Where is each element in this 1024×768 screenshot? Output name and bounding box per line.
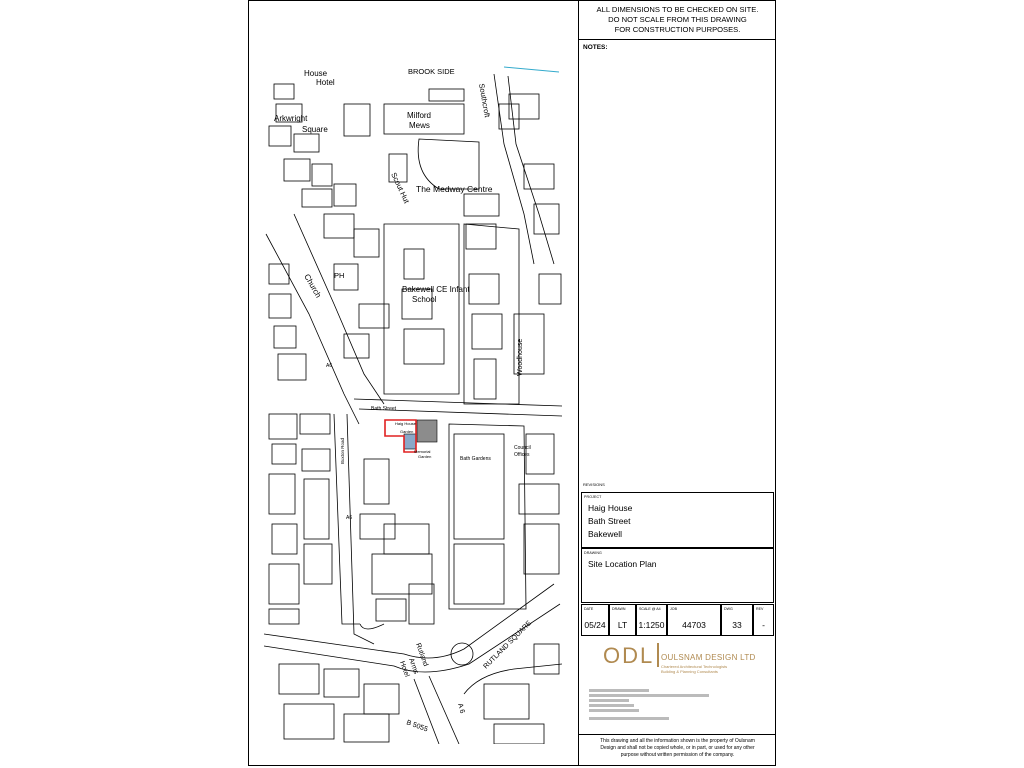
site-map (264, 64, 562, 744)
label-bath-street: Bath Street (371, 406, 397, 412)
drawing-title: Site Location Plan (588, 559, 657, 569)
map-drawing (264, 64, 562, 744)
dwg-cell (721, 604, 753, 636)
label-woodhouse: Woodhouse (517, 338, 524, 376)
date-caption: DATE (584, 607, 594, 611)
dimensions-warning (579, 0, 776, 40)
label-bath-gardens: Bath Gardens (460, 456, 491, 462)
label-scout-hut: Scout Hut (389, 171, 412, 205)
disclaimer-line-1: This drawing and all the information shown is the property of Oulsnam (600, 738, 755, 744)
logo-subtitle-2: Building & Planning Consultants (661, 669, 718, 674)
job-cell (667, 604, 721, 636)
logo-subtitle (661, 664, 727, 674)
label-a6-south: A 6 (456, 702, 466, 715)
label-school-2: School (412, 295, 437, 304)
river-line (504, 67, 559, 72)
label-memorial-1: Memorial (414, 449, 431, 454)
label-memorial-2: Garden (418, 454, 432, 459)
label-rutland-square: RUTLAND SQUARE (482, 619, 534, 671)
logo-mark: ODL (603, 643, 655, 668)
label-rutland-2: Arms (407, 657, 420, 676)
drawn-value: LT (617, 620, 628, 630)
drawn-cell (609, 604, 636, 636)
date-value: 05/24 (584, 620, 606, 630)
label-haig-house: Haig House (395, 421, 416, 426)
drawing-caption: DRAWING (584, 551, 602, 555)
label-a6-middle: A6 (346, 515, 353, 521)
label-b5055: B 5055 (405, 719, 429, 734)
label-buxton-road: Buxton Road (340, 437, 345, 464)
road-edge (294, 214, 384, 404)
label-medway-centre: The Medway Centre (416, 184, 493, 194)
label-milford-1: Milford (407, 111, 432, 120)
label-church: Church (302, 272, 323, 300)
label-arkwright-1: Arkwright (274, 114, 308, 123)
label-garden: Garden (400, 429, 414, 434)
rev-cell (753, 604, 774, 636)
project-caption: PROJECT (584, 495, 602, 499)
label-council-1: Council (514, 445, 531, 451)
project-line-3: Bakewell (588, 529, 623, 539)
warning-line-2: DO NOT SCALE FROM THIS DRAWING (608, 15, 747, 24)
label-rutland-1: Rutland (414, 642, 429, 668)
logo-divider (657, 643, 659, 667)
drawn-caption: DRAWN (612, 607, 626, 611)
job-value: 44703 (682, 620, 706, 630)
revisions-label: REVISIONS (583, 482, 605, 487)
label-a6-north: A6 (326, 363, 333, 369)
label-council-2: Offices (514, 452, 530, 458)
copyright-disclaimer (579, 734, 776, 766)
rev-caption: REV (756, 607, 764, 611)
company-logo (579, 637, 776, 732)
project-box (581, 492, 774, 548)
warning-line-1: ALL DIMENSIONS TO BE CHECKED ON SITE. (596, 5, 759, 14)
rev-value: - (762, 620, 765, 630)
label-ph: PH (334, 271, 345, 280)
company-address-block (589, 689, 739, 720)
drawing-box (581, 548, 774, 603)
label-house-hotel-2: Hotel (316, 78, 335, 87)
site-building (404, 434, 416, 449)
neighbour-building (417, 420, 437, 442)
dwg-value: 33 (732, 620, 742, 630)
project-line-2: Bath Street (588, 516, 631, 526)
scale-value: 1:1250 (638, 620, 665, 630)
logo-subtitle-1: Chartered Architectural Technologists (661, 664, 728, 669)
title-block (579, 0, 776, 766)
warning-line-3: FOR CONSTRUCTION PURPOSES. (614, 25, 741, 34)
logo-company-name: OULSNAM DESIGN LTD (661, 653, 756, 662)
disclaimer-line-3: purpose without written permission of the company. (620, 752, 735, 758)
scale-cell (636, 604, 667, 636)
label-rutland-3: Hotel (398, 660, 411, 679)
dwg-caption: DWG (724, 607, 733, 611)
roundabout (451, 643, 473, 665)
label-southcroft: Southcroft (477, 82, 492, 119)
project-line-1: Haig House (588, 503, 633, 513)
job-caption: JOB (670, 607, 677, 611)
label-school-1: Bakewell CE Infant (402, 285, 470, 294)
notes-label: NOTES: (583, 44, 608, 51)
label-brook-side: BROOK SIDE (408, 67, 455, 76)
scale-caption: SCALE @ A4 (639, 607, 661, 611)
label-milford-2: Mews (409, 121, 430, 130)
label-arkwright-2: Square (302, 125, 328, 134)
label-house-hotel-1: House (304, 69, 328, 78)
date-cell (581, 604, 609, 636)
disclaimer-line-2: Design and shall not be copied whole, or in part, or used for any other (600, 745, 755, 751)
